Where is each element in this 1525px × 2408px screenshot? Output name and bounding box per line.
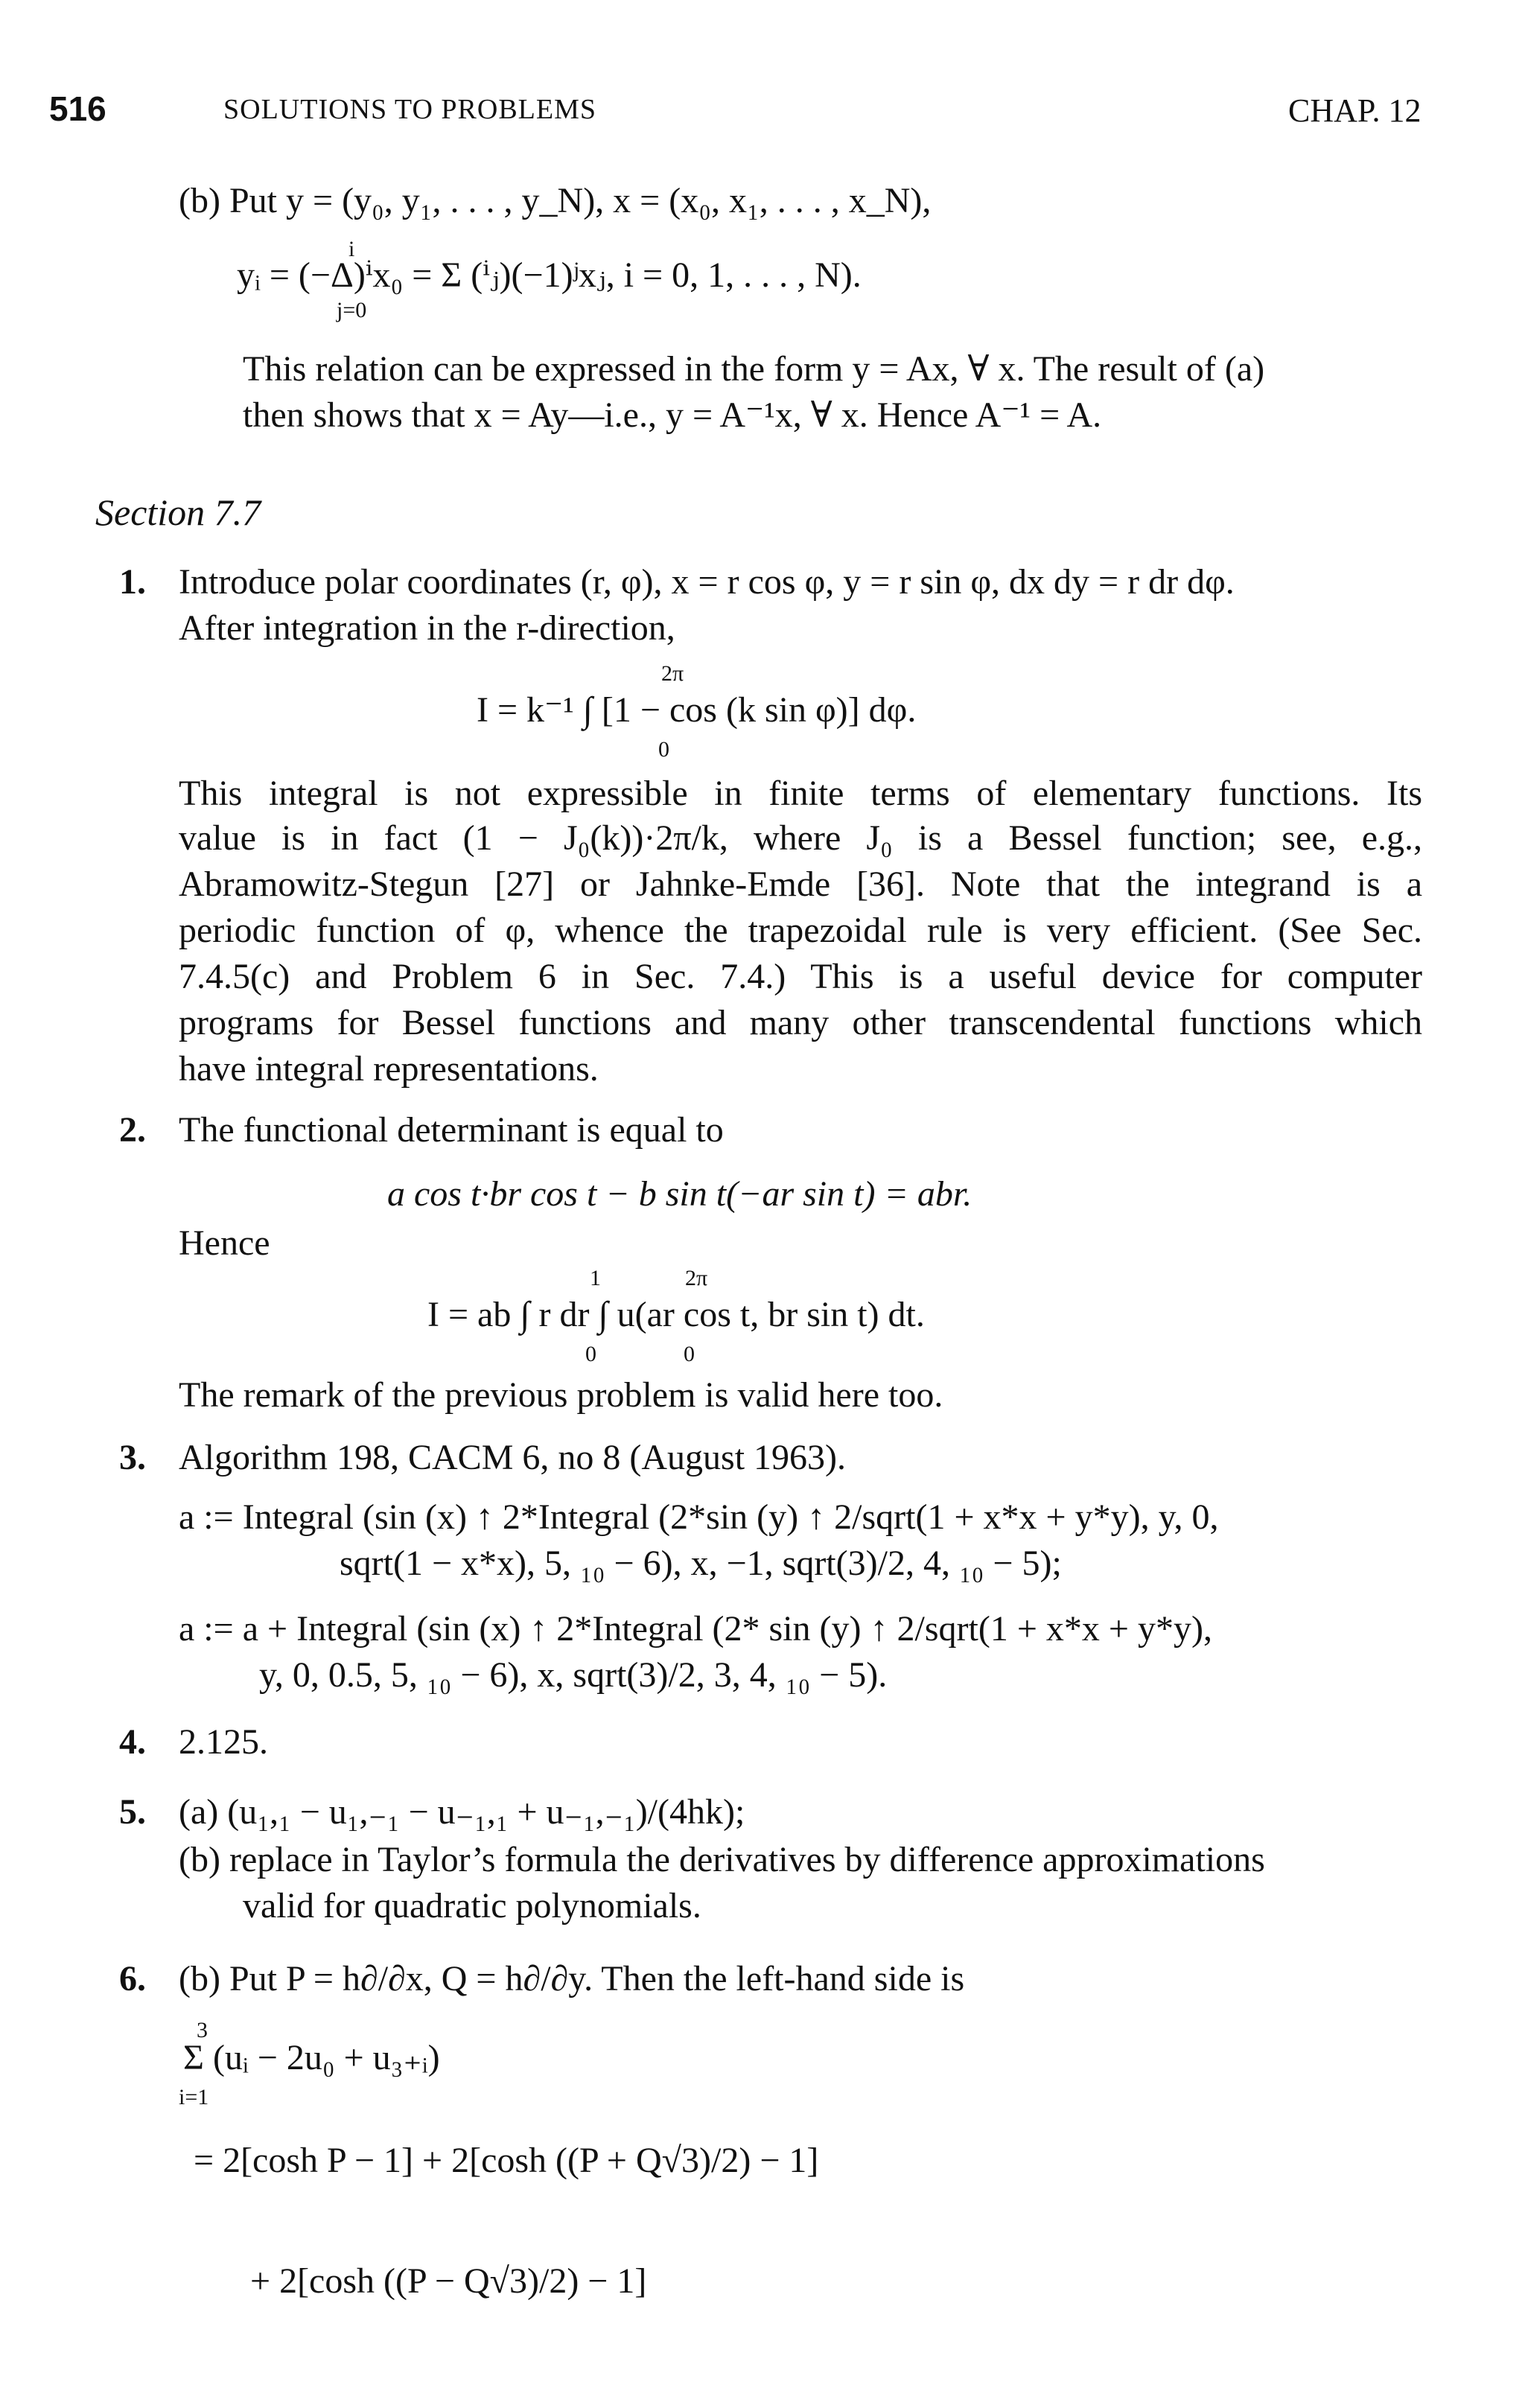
determinant-equation: a cos t·br cos t − b sin t(−ar sin t) = abr. [387,1174,972,1214]
problem-1-paragraph: 7.4.5(c) and Problem 6 in Sec. 7.4.) This is a useful device for computer [179,957,1422,996]
problem-2-remark: The remark of the previous problem is valid here too. [179,1375,943,1415]
algol-code-line: a := Integral (sin (x) ↑ 2*Integral (2*sin (y) ↑ 2/sqrt(1 + x*x + y*y), y, 0, [179,1497,1219,1537]
problem-number: 5. [119,1792,146,1832]
part-b-text: This relation can be expressed in the form y = Ax, ∀ x. The result of (a) [243,349,1265,389]
integral-upper-limit: 1 [590,1266,601,1290]
problem-6-text: (b) Put P = h∂/∂x, Q = h∂/∂y. Then the left-hand side is [179,1959,965,1998]
problem-1-text: Introduce polar coordinates (r, φ), x = r cos φ, y = r sin φ, dx dy = r dr dφ. [179,562,1235,602]
chapter-label: CHAP. 12 [1288,92,1421,129]
problem-number: 2. [119,1110,146,1150]
problem-5-part-b: valid for quadratic polynomials. [243,1886,701,1926]
problem-1-paragraph: have integral representations. [179,1049,599,1089]
cosh-equation-line: + 2[cosh ((P − Q√3)/2) − 1] [250,2261,647,2301]
sum-upper-limit: 3 [197,2018,208,2042]
problem-number: 6. [119,1959,146,1998]
section-title: Section 7.7 [95,491,261,533]
problem-5-part-a: (a) (u₁,₁ − u₁,₋₁ − u₋₁,₁ + u₋₁,₋₁)/(4hk); [179,1792,745,1832]
problem-1-text: After integration in the r-direction, [179,608,675,648]
integral-upper-limit: 2π [685,1266,708,1290]
problem-3-text: Algorithm 198, CACM 6, no 8 (August 1963). [179,1438,847,1477]
sum-upper-limit: i [348,237,355,261]
integral-lower-limit: 0 [684,1342,695,1366]
problem-1-paragraph: value is in fact (1 − J₀(k))·2π/k, where J₀ is a Bessel function; see, e.g., [179,818,1422,858]
problem-5-part-b: (b) replace in Taylor’s formula the derivatives by difference approximations [179,1840,1265,1879]
page-number: 516 [49,89,106,128]
problem-1-paragraph: Abramowitz-Stegun [27] or Jahnke-Emde [36]. Note that the integrand is a [179,864,1422,904]
problem-number: 1. [119,562,146,602]
part-b-line: (b) Put y = (y₀, y₁, . . . , y_N), x = (x₀, x₁, . . . , x_N), [179,181,932,220]
integral-equation: I = k⁻¹ ∫ [1 − cos (k sin φ)] dφ. [477,690,917,730]
equation-y-i: yᵢ = (−Δ)ⁱx₀ = Σ (ⁱⱼ)(−1)ʲxⱼ, i = 0, 1, . . . , N). [237,255,862,295]
problem-4-answer: 2.125. [179,1722,268,1762]
integral-lower-limit: 0 [585,1342,596,1366]
integral-lower-limit: 0 [658,737,669,762]
double-integral-equation: I = ab ∫ r dr ∫ u(ar cos t, br sin t) dt. [427,1295,925,1334]
part-b-text: then shows that x = Ay—i.e., y = A⁻¹x, ∀ x. Hence A⁻¹ = A. [243,395,1102,435]
integral-upper-limit: 2π [661,661,684,686]
running-title: SOLUTIONS TO PROBLEMS [223,94,597,125]
cosh-equation-line: = 2[cosh P − 1] + 2[cosh ((P + Q√3)/2) − 1] [194,2141,819,2180]
problem-2-text: Hence [179,1223,270,1263]
problem-number: 3. [119,1438,146,1477]
sum-lower-limit: i=1 [179,2085,209,2109]
sum-expression: Σ (uᵢ − 2u₀ + u₃₊ᵢ) [183,2038,440,2077]
problem-number: 4. [119,1722,146,1762]
problem-1-paragraph: This integral is not expressible in finite terms of elementary functions. Its [179,774,1422,813]
problem-2-text: The functional determinant is equal to [179,1110,724,1150]
problem-1-paragraph: programs for Bessel functions and many other transcendental functions which [179,1003,1422,1042]
problem-1-paragraph: periodic function of φ, whence the trapezoidal rule is very efficient. (See Sec. [179,911,1422,950]
algol-code-line: sqrt(1 − x*x), 5, ₁₀ − 6), x, −1, sqrt(3)/2, 4, ₁₀ − 5); [340,1544,1062,1583]
algol-code-line: y, 0, 0.5, 5, ₁₀ − 6), x, sqrt(3)/2, 3, 4, ₁₀ − 5). [259,1655,888,1695]
sum-lower-limit: j=0 [337,298,367,322]
algol-code-line: a := a + Integral (sin (x) ↑ 2*Integral (2* sin (y) ↑ 2/sqrt(1 + x*x + y*y), [179,1609,1212,1649]
